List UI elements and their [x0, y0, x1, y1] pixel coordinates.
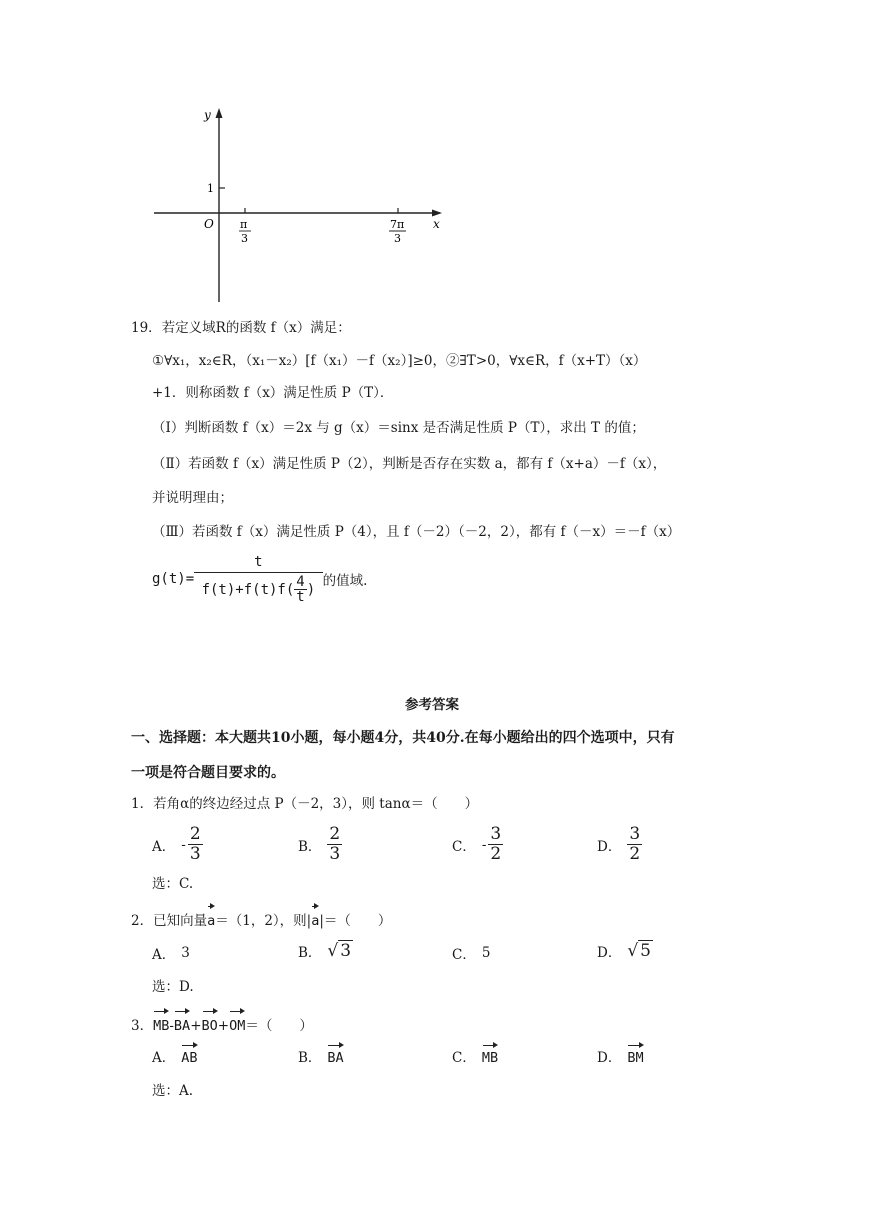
q19-line2: ①∀x₁，x₂∈R，（x₁－x₂）[f（x₁）－f（x₂）]≥0，②∃T>0，∀x∈R，f（x+T）（x）	[152, 353, 647, 369]
q3-num: 3．	[131, 1018, 154, 1034]
formula-den-b: )	[306, 581, 316, 598]
q3-op2: +	[190, 1018, 202, 1034]
q1-b-fraction	[327, 826, 342, 863]
q3-tail: ＝（ ）	[245, 1018, 313, 1034]
q2-c-label: C．	[452, 947, 476, 963]
q3-d-label: D．	[597, 1050, 622, 1066]
q1-d-label: D．	[597, 838, 622, 855]
q1-a-label: A．	[152, 838, 176, 855]
q2-vector-a-abs: a	[311, 905, 319, 931]
q1-option-c	[452, 826, 503, 863]
q2-a-label: A．	[152, 947, 176, 963]
q3-a-vec: AB	[181, 1044, 197, 1066]
formula-inner-fraction	[294, 575, 306, 604]
q19-line1: 19．若定义域R的函数 f（x）满足：	[131, 320, 351, 336]
q3-vec-bo: BO	[202, 1010, 218, 1036]
x-axis-arrow-icon	[432, 210, 442, 217]
formula-lhs: g(t)=	[152, 570, 195, 587]
q3-op3: +	[217, 1018, 230, 1034]
q2-b-sqrt	[327, 940, 353, 961]
q3-option-a	[152, 1044, 198, 1066]
pi-den: 3	[241, 232, 248, 245]
q3-b-vec: BA	[327, 1044, 343, 1066]
q1-c-num: 3	[490, 824, 502, 844]
coordinate-graph	[140, 100, 460, 310]
formula-den-a: f(t)+f(t)f(	[201, 581, 295, 598]
y-tick-label-1: 1	[207, 182, 214, 195]
q2-answer: 选：D.	[152, 979, 194, 995]
q1-c-den: 2	[490, 844, 502, 864]
q3-op1: -	[169, 1018, 174, 1034]
q2-d-label: D．	[597, 944, 622, 961]
q1-option-d	[597, 826, 642, 863]
formula-numerator: t	[194, 553, 322, 573]
q3-vec-mb: MB	[153, 1010, 169, 1036]
q1-c-sign: -	[481, 836, 487, 853]
q1-answer: 选：C.	[152, 876, 194, 892]
formula-fraction	[194, 553, 322, 604]
q2-d-sqrt	[627, 940, 653, 961]
q1-d-den: 2	[629, 844, 641, 864]
sqrt-icon: √	[327, 941, 339, 961]
q2-stem	[131, 905, 391, 931]
section1-line2: 一项是符合题目要求的。	[131, 765, 285, 781]
q1-a-den: 3	[189, 844, 201, 864]
q3-option-d	[597, 1044, 644, 1066]
y-axis-label: y	[204, 108, 211, 122]
q19-line3: +1．则称函数 f（x）满足性质 P（T）．	[152, 385, 394, 401]
q1-c-label: C．	[452, 838, 476, 855]
formula-denominator	[202, 573, 316, 604]
sevenpi-den: 3	[394, 232, 401, 245]
q3-answer: 选：A.	[152, 1083, 194, 1099]
q3-vec-om: OM	[229, 1010, 245, 1036]
q1-c-fraction	[488, 826, 503, 863]
q2-d-radicand: 5	[640, 941, 651, 961]
q19-line7: （Ⅲ）若函数 f（x）满足性质 P（4），且 f（－2）（－2，2），都有 f（－x）＝－f（x）	[152, 524, 681, 540]
q1-a-fraction	[188, 826, 203, 863]
x-axis-label: x	[433, 217, 440, 231]
y-axis-arrow-icon	[216, 108, 223, 118]
q2-option-c	[452, 943, 490, 963]
q3-b-label: B．	[298, 1050, 322, 1066]
q3-option-b	[298, 1044, 344, 1066]
formula-tail: 的值域.	[322, 572, 368, 589]
pi-label: π	[240, 218, 248, 231]
q1-stem: 1．若角α的终边经过点 P（－2，3），则 tanα＝（ ）	[131, 796, 479, 812]
q2-b-radicand: 3	[340, 941, 352, 961]
q3-option-c	[452, 1044, 498, 1066]
q1-option-b	[298, 826, 342, 863]
q19-formula	[152, 553, 367, 604]
q2-option-d	[597, 940, 653, 961]
origin-label: O	[204, 217, 214, 231]
q1-option-a	[152, 826, 203, 863]
q1-a-num: 2	[189, 824, 201, 844]
q3-c-vec: MB	[482, 1044, 498, 1066]
q1-b-den: 3	[329, 844, 341, 864]
section1-line1: 一、选择题：本大题共10小题，每小题4分，共40分.在每小题给出的四个选项中，只有	[131, 730, 675, 746]
q19-line6: 并说明理由；	[152, 490, 233, 506]
q19-line5: （Ⅱ）若函数 f（x）满足性质 P（2），判断是否存在实数 a，都有 f（x+a）－f（x），	[152, 456, 667, 472]
sevenpi-label: 7π	[390, 218, 405, 231]
formula-inner-num: 4	[296, 574, 305, 590]
answers-title: 参考答案	[405, 697, 459, 713]
q2-stem-a: 2．已知向量	[131, 913, 208, 929]
q2-vector-a: a	[207, 905, 215, 931]
q2-b-label: B．	[298, 944, 322, 961]
q1-b-label: B．	[298, 838, 322, 855]
q3-vec-ba: BA	[174, 1010, 190, 1036]
q2-option-a	[152, 943, 190, 963]
q1-d-num: 3	[629, 824, 641, 844]
q3-a-label: A．	[152, 1050, 176, 1066]
q19-line4: （Ⅰ）判断函数 f（x）＝2x 与 g（x）＝sinx 是否满足性质 P（T），求出 T 的值；	[152, 420, 645, 436]
q2-stem-c: |＝（ ）	[319, 913, 392, 929]
q2-option-b	[298, 940, 353, 961]
q3-c-label: C．	[452, 1050, 476, 1066]
q2-stem-b: ＝（1，2），则|	[215, 913, 312, 929]
q2-a-val: 3	[181, 945, 190, 961]
q3-stem	[131, 1010, 313, 1036]
formula-inner-den: t	[296, 589, 305, 605]
q1-b-num: 2	[329, 824, 341, 844]
sqrt-icon: √	[627, 941, 639, 961]
q1-d-fraction	[627, 826, 642, 863]
q1-a-sign: -	[181, 836, 186, 853]
q3-d-vec: BM	[627, 1044, 643, 1066]
q2-c-val: 5	[481, 945, 491, 961]
